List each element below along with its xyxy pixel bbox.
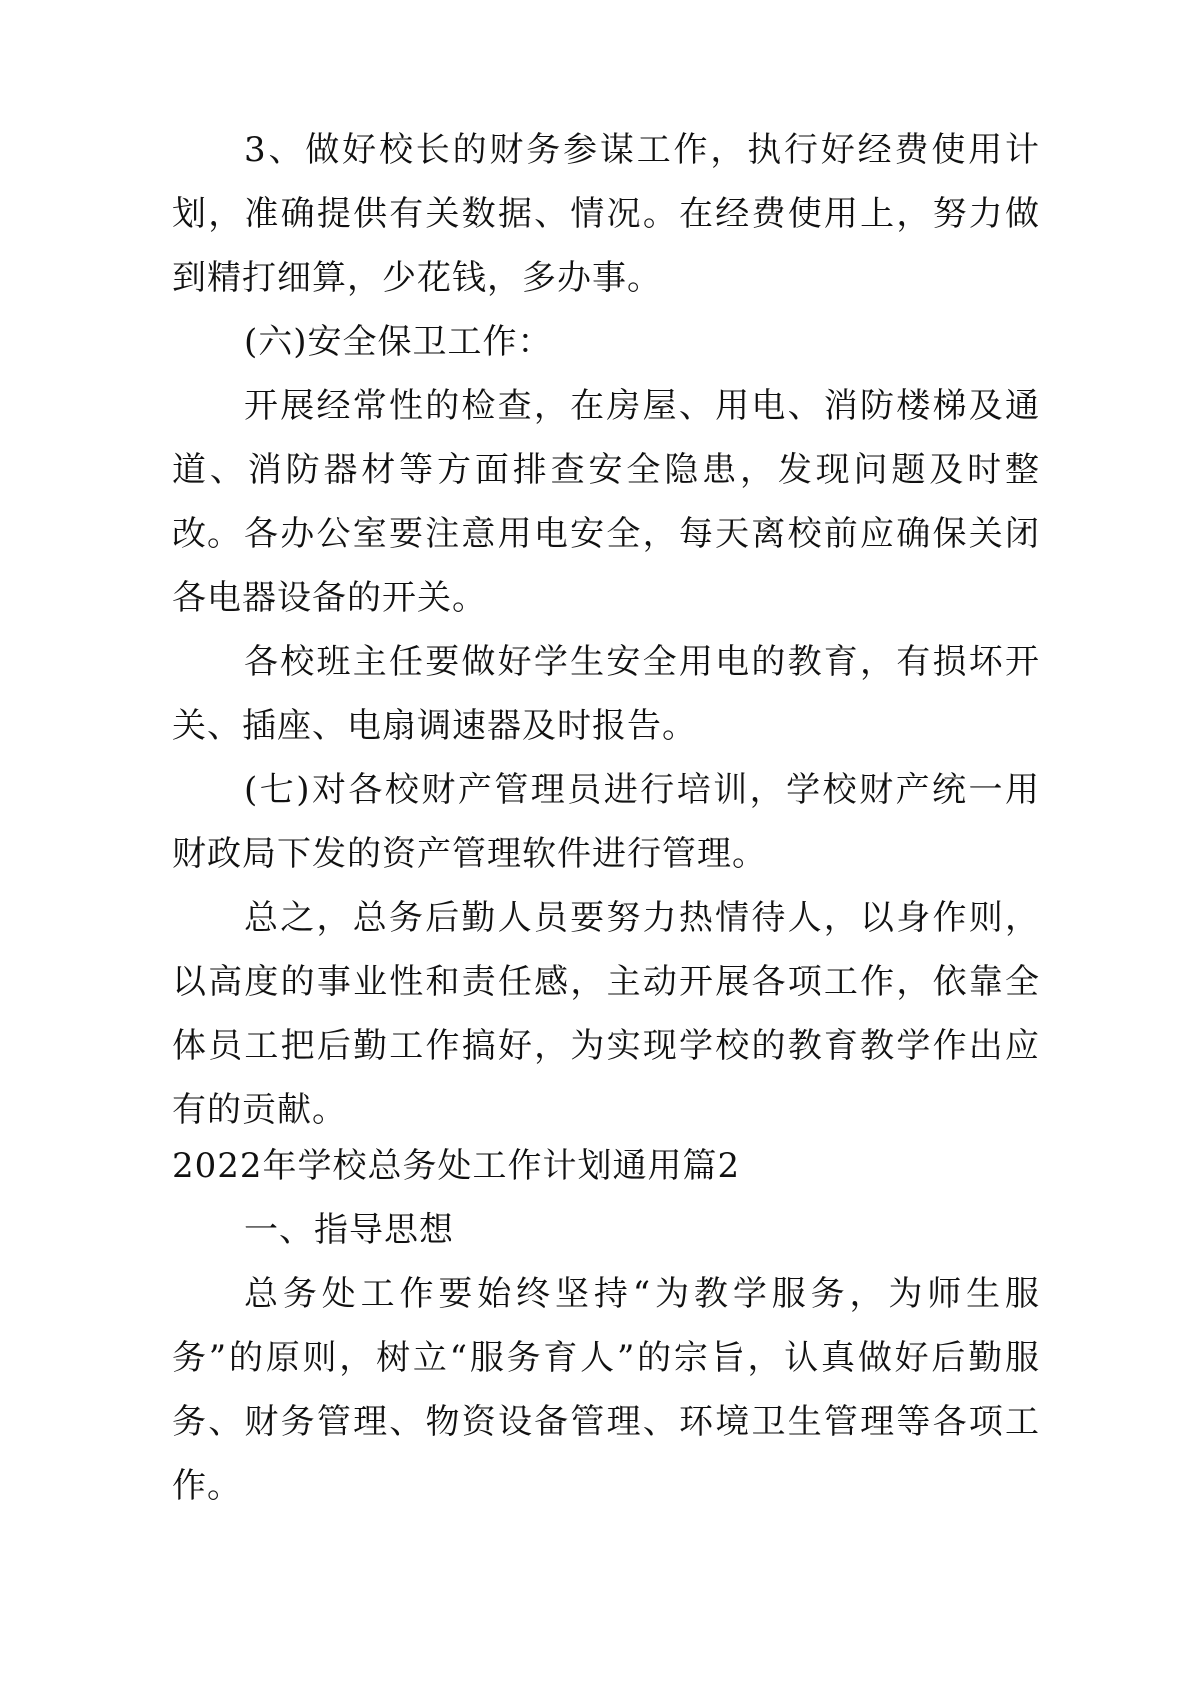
paragraph-conclusion: 总之，总务后勤人员要努力热情待人，以身作则，以高度的事业性和责任感，主动开展各项工作，依靠全体员工把后勤工作搞好，为实现学校的教育教学作出应有的贡献。 (172, 898, 1040, 1130)
section-title: 2022年学校总务处工作计划通用篇2 (172, 1146, 741, 1186)
paragraph-safety-inspection: 开展经常性的检查，在房屋、用电、消防楼梯及通道、消防器材等方面排查安全隐患，发现问题及时整改。 (172, 386, 1040, 554)
paragraph-class-teacher-safety: 各校班主任要做好学生安全用电的教育，有损坏开关、插座、电扇调速器及时报告。 (172, 642, 1040, 746)
paragraph-finance-advisor: 3、做好校长的财务参谋工作，执行好经费使用计划，准确提供有关数据、情况。在经费使用上，努力做到精打细算，少花钱，多办事。 (172, 130, 1040, 298)
paragraph-guiding-ideology-heading: 一、指导思想 (244, 1210, 454, 1250)
paragraph-property-training: (七)对各校财产管理员进行培训，学校财产统一用财政局下发的资产管理软件进行管理。 (172, 770, 1040, 874)
paragraph-guiding-ideology: 总务处工作要始终坚持“为教学服务，为师生服务”的原则，树立“服务育人”的宗旨，认真做好后勤服务、财务管理、物资设备管理、环境卫生管理等各项工作。 (172, 1274, 1040, 1506)
paragraph-office-electricity: 各办公室要注意用电安全，每天离校前应确保关闭各电器设备的开关。 (172, 514, 1040, 618)
paragraph-security-heading: (六)安全保卫工作： (244, 322, 553, 362)
